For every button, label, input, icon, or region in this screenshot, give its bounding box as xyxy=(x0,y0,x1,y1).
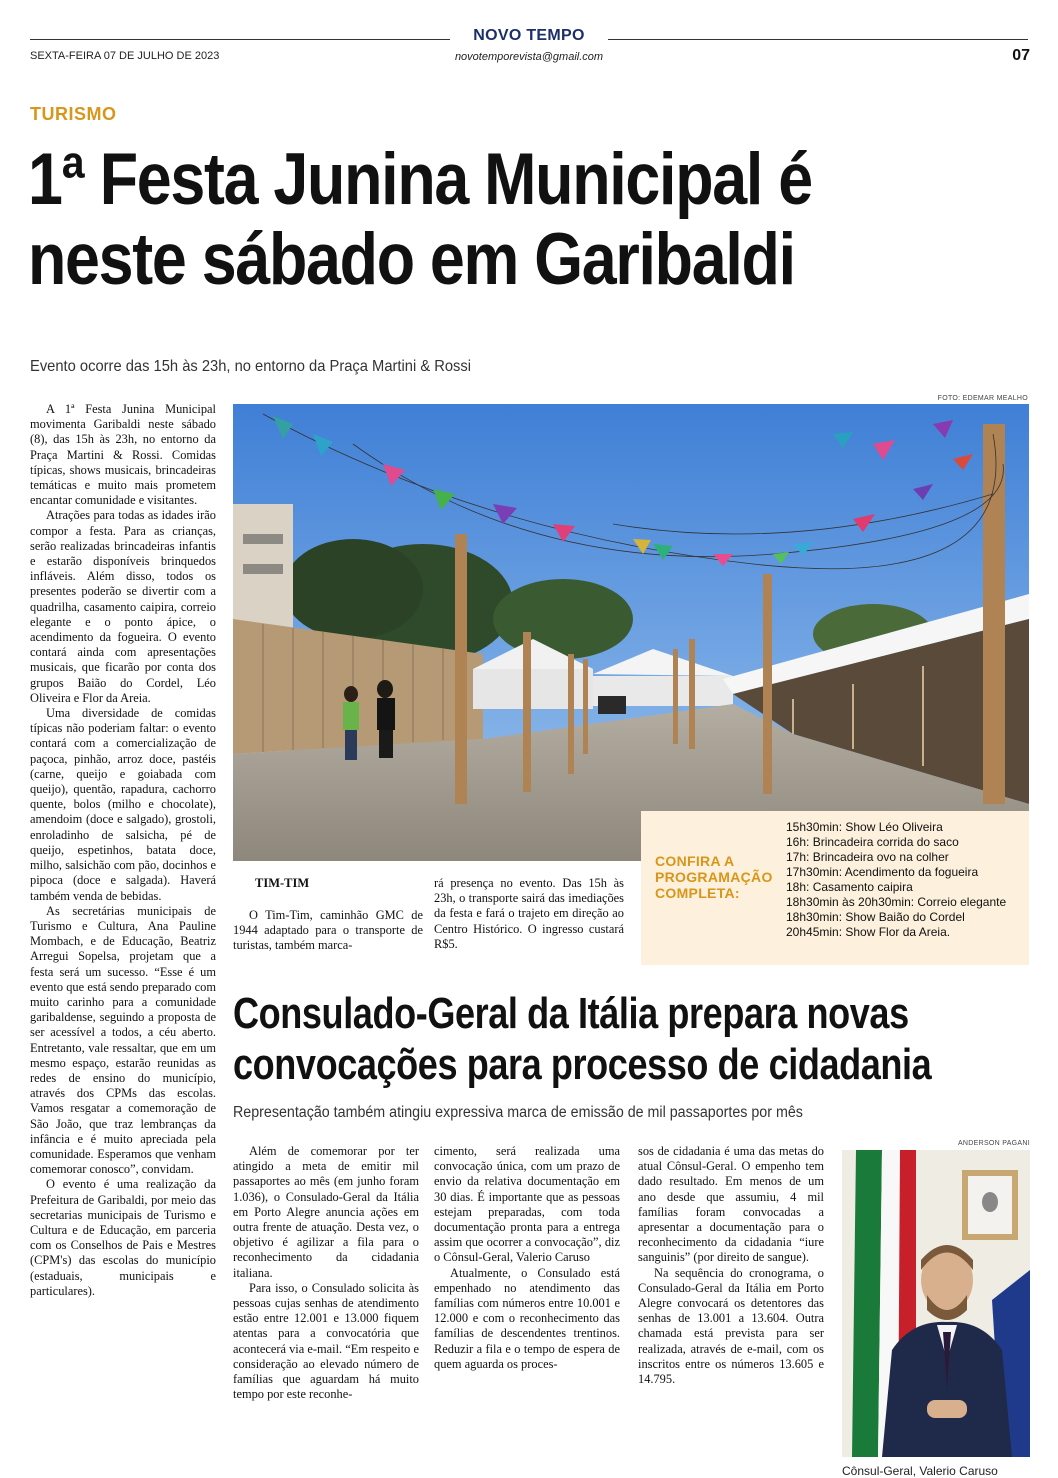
article2-headline-line1: Consulado-Geral da Itália prepara novas xyxy=(233,989,909,1038)
article1-headline-line2: neste sábado em Garibaldi xyxy=(28,219,795,300)
article2-paragraph: Atualmente, o Consulado está empenhado no atendimento das famílias com números entre 10.001 e 12.000 e com o reconhecimento das famílias de descendentes trentinos. Reduzir a fila e o tempo de espera de quem aguarda os proces- xyxy=(434,1265,620,1371)
programacao-item: 18h30min às 20h30min: Correio elegante xyxy=(786,895,1007,909)
programacao-item: 18h30min: Show Baião do Cordel xyxy=(786,910,965,924)
header-date: SEXTA-FEIRA 07 DE JULHO DE 2023 xyxy=(30,50,220,62)
section-label: TURISMO xyxy=(30,104,117,124)
festa-photo-illustration xyxy=(233,404,1029,861)
consul-photo-illustration xyxy=(842,1150,1030,1457)
timtim-column2 xyxy=(434,876,624,952)
article2-column2 xyxy=(434,1144,620,1372)
programacao-item: 17h30min: Acendimento da fogueira xyxy=(786,865,979,879)
photo-caption: Cônsul-Geral, Valerio Caruso xyxy=(842,1464,998,1478)
article1-paragraph: A 1ª Festa Junina Municipal movimenta Garibaldi neste sábado (8), das 15h às 23h, no entorno da Praça Martini & Rossi. Comidas típicas, shows musicais, brincadeiras temáticas e muito mais prometem encantar comunidade e visitantes. xyxy=(30,402,216,508)
article2-column3 xyxy=(638,1144,824,1387)
programacao-list xyxy=(786,820,1006,940)
programacao-item: 20h45min: Show Flor da Areia. xyxy=(786,925,951,939)
newspaper-name: NOVO TEMPO xyxy=(450,27,608,49)
article2-subhead: Representação também atingiu expressiva marca de emissão de mil passaportes por mês xyxy=(233,1104,803,1121)
article2-headline-line2: convocações para processo de cidadania xyxy=(233,1040,932,1089)
page-number: 07 xyxy=(1012,47,1030,64)
programacao-title: CONFIRA A PROGRAMAÇÃO COMPLETA: xyxy=(655,853,773,901)
programacao-item: 18h: Casamento caipira xyxy=(786,880,913,894)
article2-paragraph: sos de cidadania é uma das metas do atual Cônsul-Geral. O empenho tem dado resultado. Em menos de um ano desde que assumiu, 4 mil famílias foram convocadas a apresentar a documentação para o reconhecimento da cidadania “iure sanguinis” (por direito de sangue). xyxy=(638,1144,824,1265)
timtim-paragraph: O Tim-Tim, caminhão GMC de 1944 adaptado para o transporte de turistas, também marca- xyxy=(233,908,423,953)
article1-headline-line1: 1ª Festa Junina Municipal é xyxy=(28,139,812,220)
photo-credit: FOTO: EDEMAR MEALHO xyxy=(937,395,1028,402)
article1-paragraph: As secretárias municipais de Turismo e Cultura, Ana Pauline Mombach, e de Educação, Beatriz Arregui Sopelsa, projetam que a festa será um sucesso. “Esse é um evento que está sendo preparado com muito carinho para a comunidade garibaldense, seguindo a proposta de ser acessível a todos, a céu aberto. Entretanto, vale ressaltar, que em um mesmo espaço, estarão reunidas as redes de ensino do município, através dos CPMs das escolas. Vamos resgatar a comemoração de São João, que traz lembranças da infância e é muito apreciada pela comunidade. Esperamos que venham comemorar conosco”, convidam. xyxy=(30,903,216,1177)
programacao-item: 16h: Brincadeira corrida do saco xyxy=(786,835,959,849)
article1-subhead: Evento ocorre das 15h às 23h, no entorno da Praça Martini & Rossi xyxy=(30,358,472,375)
programacao-item: 17h: Brincadeira ovo na colher xyxy=(786,850,949,864)
article2-column1 xyxy=(233,1144,419,1402)
consul-photo xyxy=(842,1150,1030,1457)
timtim-title: TIM-TIM xyxy=(255,876,310,890)
article1-paragraph: Atrações para todas as idades irão compor a festa. Para as crianças, serão realizadas brincadeiras infantis e estarão disponíveis brinquedos infláveis. Além disso, todos os presentes poderão se divertir com a quadrilha, casamento caipira, correio elegante e o ponto ápice, o acendimento da fogueira. O evento contará ainda com apresentações musicais, que ficarão por conta dos grupos Baião do Cordel, Léo Oliveira e Flor da Areia. xyxy=(30,508,216,705)
article2-headline xyxy=(233,988,1053,1090)
article2-paragraph: Além de comemorar por ter atingido a meta de emitir mil passaportes ao mês (em junho foram 1.036), o Consulado-Geral da Itália em Porto Alegre anuncia ações em outra frente de atuação. Desta vez, o objetivo é agilizar a fila para o reconhecimento da cidadania italiana. xyxy=(233,1144,419,1280)
festa-photo xyxy=(233,404,1029,861)
article1-headline xyxy=(28,140,1039,300)
article2-paragraph: Para isso, o Consulado solicita às pessoas cujas senhas de atendimento estão entre 12.001 e 13.000 fiquem atentas para a convocatória que acontecerá via e-mail. “Em respeito e consideração ao elevado número de famílias que aguardam há muito tempo por este reconhe- xyxy=(233,1280,419,1402)
article1-paragraph: Uma diversidade de comidas típicas não poderiam faltar: o evento contará com a comercialização de paçoca, pinhão, arroz doce, pastéis (carne, queijo e goiabada com queijo), quentão, rapadura, cachorro quente, bolos (milho e chocolate), amendoim (doce e salgado), grostoli, enroladinho de salsicha, pé de queijo, espetinhos, batata doce, milho, salsichão com pão, docinhos e pipoca (doce e salgada). Haverá também venda de bebidas. xyxy=(30,706,216,903)
article2-paragraph: cimento, será realizada uma convocação única, com um prazo de envio da relativa documentação em 30 dias. É importante que as pessoas estejam preparadas, com toda documentação pronta para a entrega assim que ocorrer a convocação”, diz o Cônsul-Geral, Valerio Caruso xyxy=(434,1144,620,1265)
article1-paragraph: O evento é uma realização da Prefeitura de Garibaldi, por meio das secretarias municipais de Turismo e Cultura e de Educação, em parceria com os Conselhos de Pais e Mestres (CPM's) das escolas do município (estaduais, municipais e particulares). xyxy=(30,1177,216,1298)
timtim-paragraph: rá presença no evento. Das 15h às 23h, o transporte sairá das imediações da festa e fará o trajeto em direção ao Centro Histórico. O ingresso custará R$5. xyxy=(434,876,624,951)
photo-credit-2: ANDERSON PAGANI xyxy=(957,1140,1030,1147)
programacao-box xyxy=(641,811,1029,965)
header-email[interactable]: novotemporevista@gmail.com xyxy=(454,51,604,63)
programacao-item: 15h30min: Show Léo Oliveira xyxy=(786,820,943,834)
article1-column1 xyxy=(30,402,216,1299)
article2-paragraph: Na sequência do cronograma, o Consulado-Geral da Itália em Porto Alegre convocará os detentores das senhas de 13.001 a 13.604. Outra chamada está prevista para ser realizada, através de e-mail, com os inscritos entre os números 13.605 e 14.795. xyxy=(638,1265,824,1387)
timtim-column1 xyxy=(233,908,423,954)
